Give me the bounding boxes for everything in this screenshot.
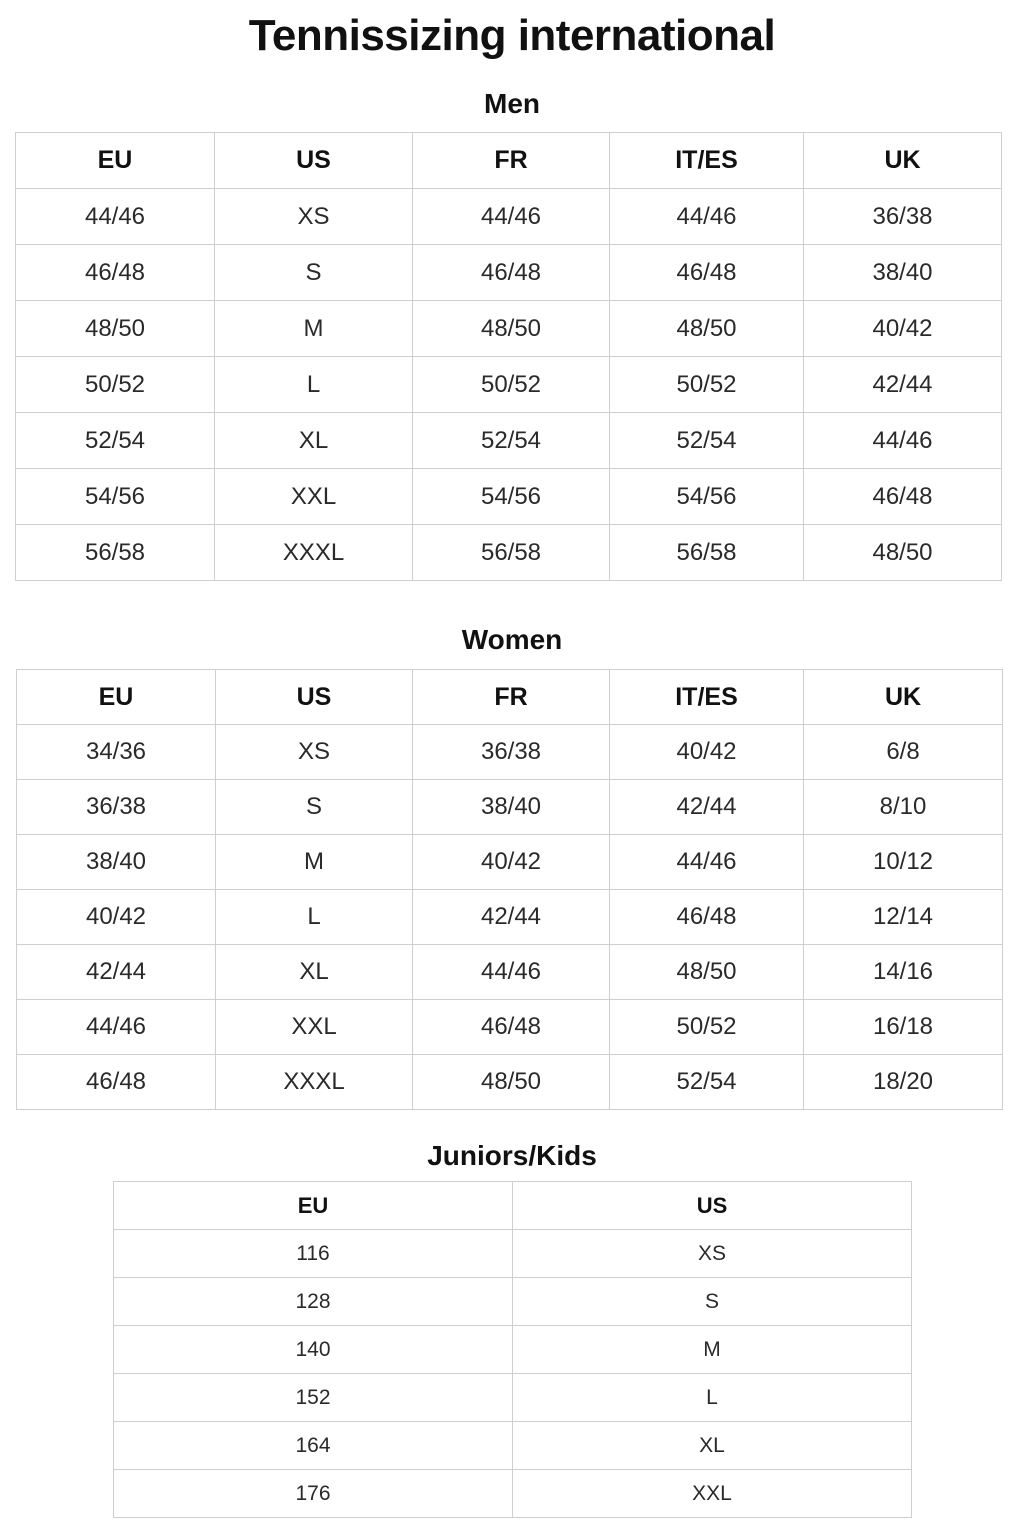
cell-it-es: 52/54 [610,413,804,469]
table-row [17,945,1003,1000]
table-row [114,1278,912,1326]
table-row [114,1326,912,1374]
cell-eu: 34/36 [17,725,216,780]
cell-uk: 44/46 [804,413,1002,469]
cell-fr: 48/50 [413,301,610,357]
header-uk: UK [804,670,1003,725]
cell-uk: 36/38 [804,189,1002,245]
cell-eu: 56/58 [16,525,215,581]
table-row [16,413,1002,469]
cell-it-es: 48/50 [610,301,804,357]
cell-uk: 16/18 [804,1000,1003,1055]
cell-fr: 56/58 [413,525,610,581]
table-header-row [17,670,1003,725]
cell-it-es: 46/48 [610,890,804,945]
cell-eu: 46/48 [17,1055,216,1110]
cell-us: S [513,1278,912,1326]
cell-uk: 38/40 [804,245,1002,301]
table-row [16,525,1002,581]
cell-fr: 54/56 [413,469,610,525]
table-row [16,469,1002,525]
cell-it-es: 56/58 [610,525,804,581]
cell-it-es: 50/52 [610,1000,804,1055]
cell-fr: 46/48 [413,245,610,301]
table-row [17,835,1003,890]
cell-eu: 50/52 [16,357,215,413]
cell-us: XXL [215,469,413,525]
cell-it-es: 40/42 [610,725,804,780]
cell-eu: 44/46 [16,189,215,245]
table-header-row [114,1182,912,1230]
cell-it-es: 44/46 [610,189,804,245]
cell-it-es: 52/54 [610,1055,804,1110]
cell-it-es: 54/56 [610,469,804,525]
cell-fr: 40/42 [413,835,610,890]
cell-us: XXL [513,1470,912,1518]
header-eu: EU [114,1182,513,1230]
table-header-row [16,133,1002,189]
cell-us: M [513,1326,912,1374]
header-eu: EU [17,670,216,725]
table-row [16,189,1002,245]
cell-it-es: 50/52 [610,357,804,413]
header-eu: EU [16,133,215,189]
cell-us: XL [215,413,413,469]
table-row [114,1470,912,1518]
women-size-table [16,669,1003,1110]
cell-it-es: 48/50 [610,945,804,1000]
cell-eu: 42/44 [17,945,216,1000]
cell-fr: 52/54 [413,413,610,469]
cell-us: XL [513,1422,912,1470]
header-us: US [513,1182,912,1230]
header-fr: FR [413,670,610,725]
cell-uk: 12/14 [804,890,1003,945]
cell-eu: 116 [114,1230,513,1278]
cell-uk: 40/42 [804,301,1002,357]
cell-fr: 42/44 [413,890,610,945]
table-row [17,890,1003,945]
cell-us: L [216,890,413,945]
cell-eu: 40/42 [17,890,216,945]
table-row [114,1422,912,1470]
cell-uk: 6/8 [804,725,1003,780]
cell-eu: 140 [114,1326,513,1374]
cell-us: XXXL [215,525,413,581]
cell-eu: 38/40 [17,835,216,890]
cell-us: XS [216,725,413,780]
cell-us: L [215,357,413,413]
header-it-es: IT/ES [610,670,804,725]
cell-fr: 44/46 [413,189,610,245]
women-section-title: Women [461,624,563,655]
cell-eu: 52/54 [16,413,215,469]
header-it-es: IT/ES [610,133,804,189]
cell-fr: 44/46 [413,945,610,1000]
header-uk: UK [804,133,1002,189]
cell-eu: 54/56 [16,469,215,525]
cell-eu: 48/50 [16,301,215,357]
cell-fr: 38/40 [413,780,610,835]
cell-uk: 14/16 [804,945,1003,1000]
cell-uk: 8/10 [804,780,1003,835]
table-row [16,301,1002,357]
cell-us: XS [513,1230,912,1278]
cell-uk: 42/44 [804,357,1002,413]
cell-eu: 36/38 [17,780,216,835]
table-row [17,725,1003,780]
cell-uk: 48/50 [804,525,1002,581]
cell-eu: 128 [114,1278,513,1326]
cell-us: M [216,835,413,890]
cell-eu: 176 [114,1470,513,1518]
cell-us: L [513,1374,912,1422]
cell-eu: 164 [114,1422,513,1470]
cell-it-es: 42/44 [610,780,804,835]
cell-us: XL [216,945,413,1000]
header-fr: FR [413,133,610,189]
header-us: US [215,133,413,189]
cell-eu: 44/46 [17,1000,216,1055]
men-size-table [15,132,1002,581]
page-title: Tennissizing international [248,11,776,60]
cell-fr: 50/52 [413,357,610,413]
cell-us: XS [215,189,413,245]
men-section-title: Men [484,88,540,119]
table-row [114,1230,912,1278]
cell-us: S [215,245,413,301]
cell-us: S [216,780,413,835]
kids-section-title: Juniors/Kids [427,1140,597,1171]
cell-uk: 46/48 [804,469,1002,525]
table-row [16,357,1002,413]
kids-size-table [113,1181,912,1518]
table-row [16,245,1002,301]
cell-fr: 48/50 [413,1055,610,1110]
cell-uk: 10/12 [804,835,1003,890]
table-row [114,1374,912,1422]
cell-it-es: 44/46 [610,835,804,890]
table-row [17,780,1003,835]
cell-uk: 18/20 [804,1055,1003,1110]
cell-us: M [215,301,413,357]
table-row [17,1000,1003,1055]
cell-us: XXXL [216,1055,413,1110]
cell-fr: 36/38 [413,725,610,780]
header-us: US [216,670,413,725]
table-row [17,1055,1003,1110]
cell-eu: 152 [114,1374,513,1422]
cell-eu: 46/48 [16,245,215,301]
cell-fr: 46/48 [413,1000,610,1055]
cell-us: XXL [216,1000,413,1055]
cell-it-es: 46/48 [610,245,804,301]
